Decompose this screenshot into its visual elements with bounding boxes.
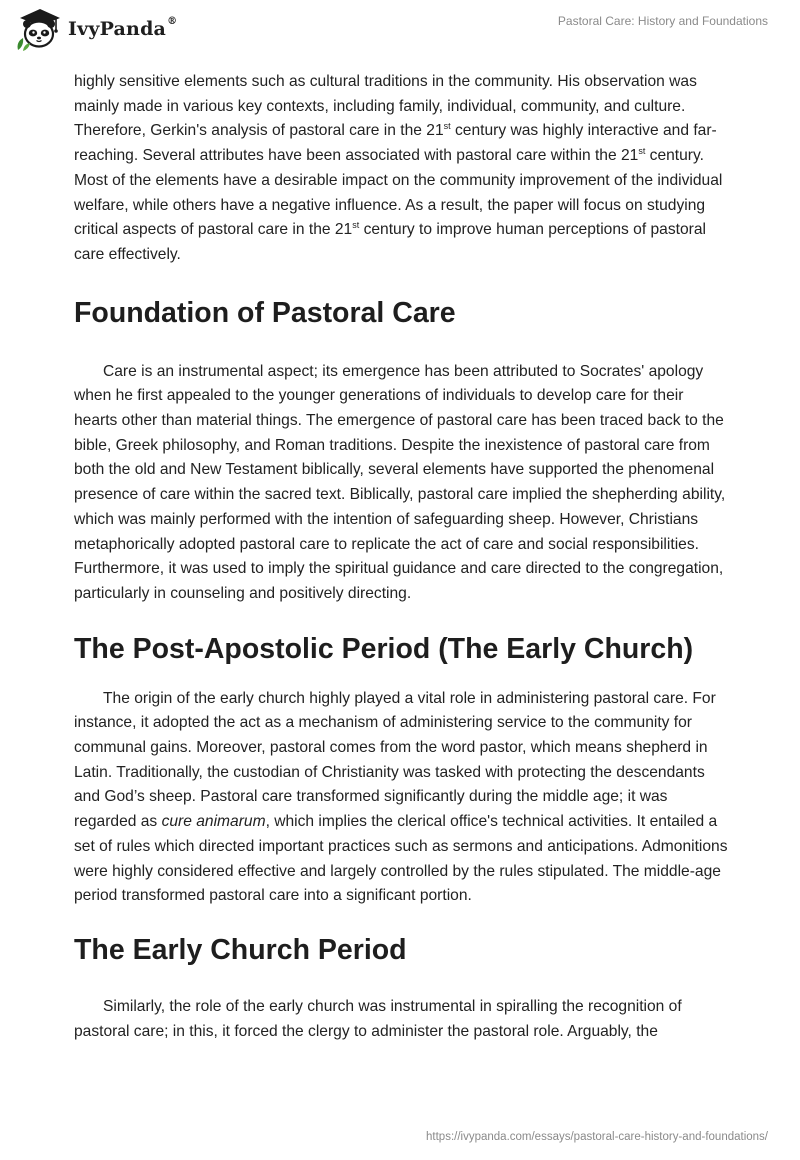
intro-paragraph: highly sensitive elements such as cultural traditions in the community. His observation was mainly made in various key contexts, including family, individual, community, and culture. Therefore, Gerkin's analysis of pastoral care in the 21st century was highly interactive and far-reaching. Several attributes have been associated with pastoral care within the 21st century. Most of the elements have a desirable impact on the community improvement of the individual welfare, while others have a negative influence. As a result, the paper will focus on studying critical aspects of pastoral care in the 21st century to improve human perceptions of pastoral care effectively.: [74, 73, 723, 263]
footer-source-url[interactable]: https://ivypanda.com/essays/pastoral-care-history-and-foundations/: [426, 1131, 768, 1143]
section-paragraph-early-church: Similarly, the role of the early church was instrumental in spiralling the recognition of pastoral care; in this, it forced the clergy to administer the pastoral role. Arguably, the: [74, 997, 682, 1040]
latin-term: cure animarum: [161, 813, 266, 831]
page-header: [0, 0, 800, 60]
article-content: [74, 70, 730, 1044]
panda-graduate-icon: [14, 6, 62, 52]
section-paragraph-foundation: Care is an instrumental aspect; its emergence has been attributed to Socrates' apology when he first appealed to the younger generations of individuals to develop care for their hearts other than material things. The emergence of pastoral care has been traced back to the bible, Greek philosophy, and Roman traditions. Despite the inexistence of pastoral care from both the old and New Testament biblically, several elements have supported the phenomenal presence of care within the sacred text. Biblically, pastoral care implied the shepherding ability, which was mainly performed with the intention of safeguarding sheep. However, Christians metaphorically adopted pastoral care to replicate the act of care and social responsibilities. Furthermore, it was used to imply the spiritual guidance and care directed to the congregation, particularly in counseling and positively directing.: [74, 362, 726, 602]
logo-text: IvyPanda®: [68, 16, 178, 40]
ivypanda-logo[interactable]: [14, 6, 177, 52]
section-heading-foundation: Foundation of Pastoral Care: [74, 296, 456, 329]
section-heading-early-church: The Early Church Period: [74, 933, 407, 966]
section-heading-post-apostolic: The Post-Apostolic Period (The Early Church): [74, 632, 694, 665]
header-page-title: Pastoral Care: History and Foundations: [557, 14, 768, 28]
section-paragraph-post-apostolic: The origin of the early church highly played a vital role in administering pastoral care. For instance, it adopted the act as a mechanism of administering service to the community for communal gains. Moreover, pastoral comes from the word pastor, which means shepherd in Latin. Traditionally, the custodian of Christianity was tasked with protecting the descendants and God’s sheep. Pastoral care transformed significantly during the middle age; it was regarded as cure animarum, which implies the clerical office's technical activities. It entailed a set of rules which directed important practices such as sermons and anticipations. Admonitions were highly considered effective and largely controlled by the rules stipulated. The middle-age period transformed pastoral care into a significant portion.: [74, 689, 728, 905]
